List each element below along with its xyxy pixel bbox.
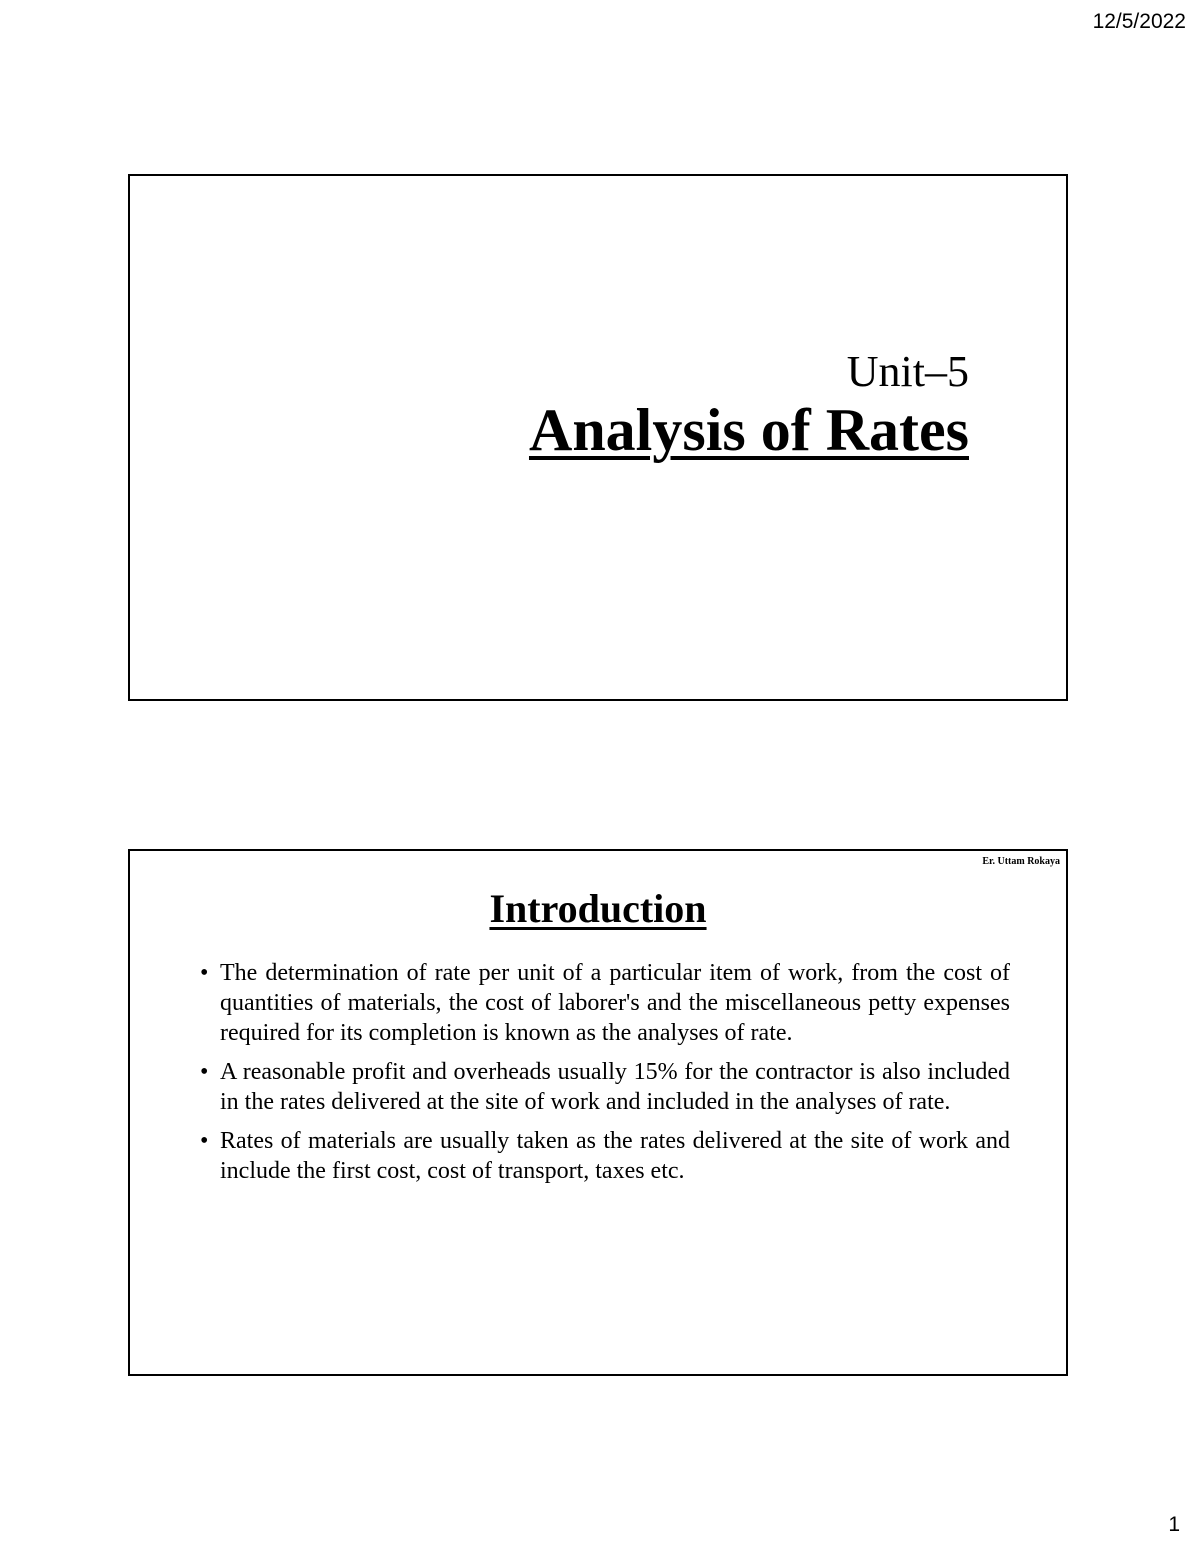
title-block: [529, 348, 969, 465]
bullet-item: [200, 1126, 1010, 1186]
bullet-text: Rates of materials are usually taken as the rates delivered at the site of work and include the first cost, cost of transport, taxes etc.: [220, 1128, 1010, 1184]
bullet-list: [200, 958, 1010, 1195]
slide-introduction: [128, 849, 1068, 1376]
page-number: 1: [1168, 1513, 1180, 1536]
bullet-item: [200, 1057, 1010, 1117]
bullet-text: A reasonable profit and overheads usually 15% for the contractor is also included in the rates delivered at the site of work and included in the analyses of rate.: [220, 1059, 1010, 1115]
slide-main-title: Analysis of Rates: [528, 397, 969, 464]
bullet-item: [200, 958, 1010, 1048]
section-heading: Introduction: [489, 886, 707, 931]
bullet-text: The determination of rate per unit of a particular item of work, from the cost of quantities of materials, the cost of laborer's and the miscellaneous petty expenses required for its completion is known as the analyses of rate.: [220, 960, 1010, 1046]
page-date: 12/5/2022: [1092, 10, 1186, 33]
bullet-symbol: •: [200, 1059, 209, 1085]
author-label: Er. Uttam Rokaya: [982, 856, 1060, 867]
bullet-symbol: •: [200, 960, 209, 986]
bullet-symbol: •: [200, 1128, 209, 1154]
slide-title: [128, 174, 1068, 701]
unit-label: Unit–5: [846, 347, 969, 396]
